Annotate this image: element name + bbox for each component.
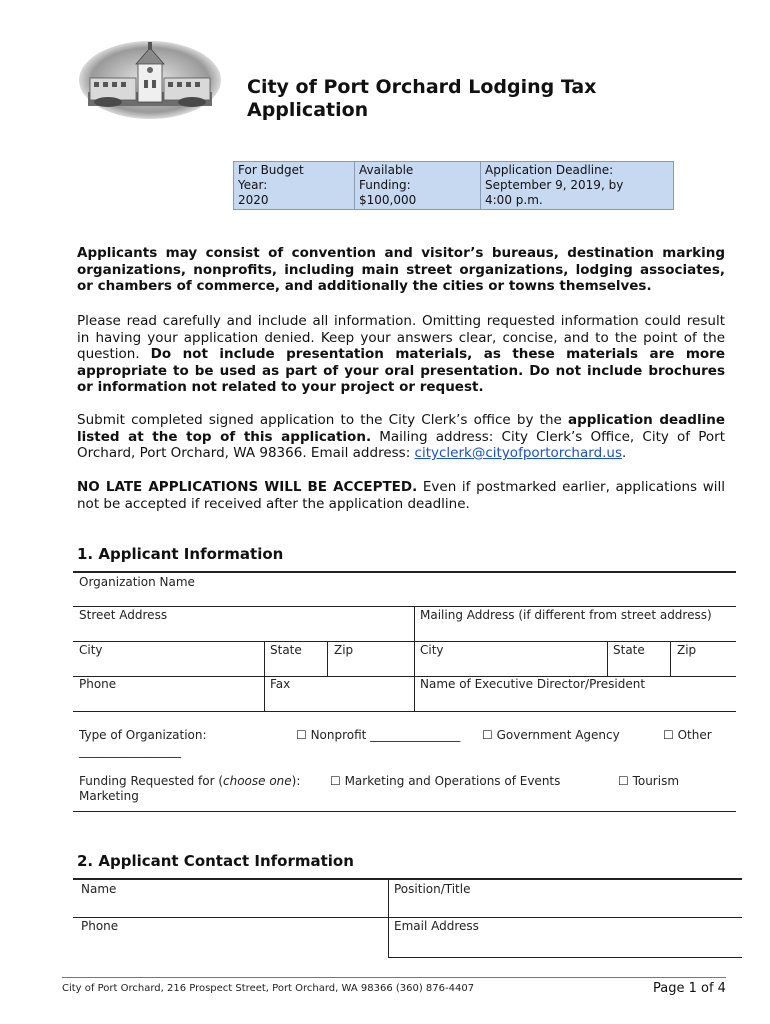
column-divider: [607, 641, 608, 676]
deadline-cell: Application Deadline: September 9, 2019, by 4:00 p.m.: [481, 162, 674, 210]
available-funding-cell: Available Funding: $100,000: [355, 162, 481, 210]
city-field[interactable]: City: [79, 643, 103, 657]
row-divider: [73, 641, 736, 642]
other-checkbox[interactable]: ☐ Other: [663, 728, 712, 742]
footer-address: City of Port Orchard, 216 Prospect Street, Port Orchard, WA 98366 (360) 876-4407: [62, 983, 475, 994]
row-divider: [73, 606, 736, 607]
other-blank-line[interactable]: _________________: [79, 744, 181, 758]
budget-info-table: [233, 161, 674, 210]
page-title: City of Port Orchard Lodging Tax Application: [247, 76, 597, 121]
marketing-events-checkbox[interactable]: ☐ Marketing and Operations of Events: [330, 774, 561, 788]
mailing-city-field[interactable]: City: [420, 643, 444, 657]
clerk-email-link[interactable]: cityclerk@cityofportorchard.us: [414, 445, 623, 461]
section1-heading: 1. Applicant Information: [77, 545, 284, 563]
instructions-paragraph: Please read carefully and include all information. Omitting requested information could result in having your application denied. Keep your answers clear, concise, and to the point of the question. Do not include presentation materials, as these materials are more appropriate to be used as part of your oral presentation. Do not include brochures or information not related to your project or request.: [77, 313, 725, 395]
late-notice-paragraph: NO LATE APPLICATIONS WILL BE ACCEPTED. Even if postmarked earlier, applications will not be accepted if received after the application deadline.: [77, 479, 725, 512]
contact-email-field[interactable]: Email Address: [394, 919, 479, 933]
phone-field[interactable]: Phone: [79, 677, 117, 691]
funding-requested-label: Funding Requested for (choose one):: [79, 774, 301, 788]
fax-field[interactable]: Fax: [270, 677, 291, 691]
executive-director-field[interactable]: Name of Executive Director/President: [420, 677, 646, 691]
row-divider: [388, 957, 742, 958]
tourism-continued-label: Marketing: [79, 789, 139, 803]
applicants-paragraph: Applicants may consist of convention and visitor’s bureaus, destination marking organizations, nonprofits, including main street organizations, lodging associates, or chambers of commerce, and additionally the cities or towns themselves.: [77, 245, 725, 294]
footer-rule: [62, 977, 726, 978]
column-divider: [388, 880, 389, 958]
column-divider: [414, 606, 415, 711]
mailing-address-field[interactable]: Mailing Address (if different from street address): [420, 608, 712, 622]
org-type-label: Type of Organization:: [79, 728, 207, 742]
contact-phone-field[interactable]: Phone: [81, 919, 119, 933]
section1-bottom-rule: [73, 811, 736, 812]
submission-paragraph: Submit completed signed application to the City Clerk’s office by the application deadline listed at the top of this application. Mailing address: City Clerk’s Office, City of Port Orchard, Port Orchard, WA 98366. Email address: cityclerk@cityofportorchard.us.: [77, 412, 726, 461]
mailing-zip-field[interactable]: Zip: [677, 643, 697, 657]
position-title-field[interactable]: Position/Title: [394, 882, 471, 896]
zip-field[interactable]: Zip: [334, 643, 354, 657]
street-address-field[interactable]: Street Address: [79, 608, 168, 622]
column-divider: [670, 641, 671, 676]
org-name-field[interactable]: Organization Name: [79, 575, 195, 589]
tourism-checkbox[interactable]: ☐ Tourism: [618, 774, 680, 788]
mailing-state-field[interactable]: State: [613, 643, 645, 657]
section2-heading: 2. Applicant Contact Information: [77, 852, 354, 870]
column-divider: [327, 641, 328, 676]
section1-top-rule: [73, 571, 736, 573]
government-agency-checkbox[interactable]: ☐ Government Agency: [482, 728, 620, 742]
state-field[interactable]: State: [270, 643, 302, 657]
page-number: Page 1 of 4: [653, 981, 726, 996]
contact-name-field[interactable]: Name: [81, 882, 117, 896]
city-hall-logo: [78, 40, 222, 120]
nonprofit-checkbox[interactable]: ☐ Nonprofit _______________: [296, 728, 461, 742]
row-divider: [73, 711, 736, 712]
section2-top-rule: [73, 878, 742, 880]
row-divider: [73, 917, 742, 918]
budget-year-cell: For Budget Year: 2020: [234, 162, 355, 210]
